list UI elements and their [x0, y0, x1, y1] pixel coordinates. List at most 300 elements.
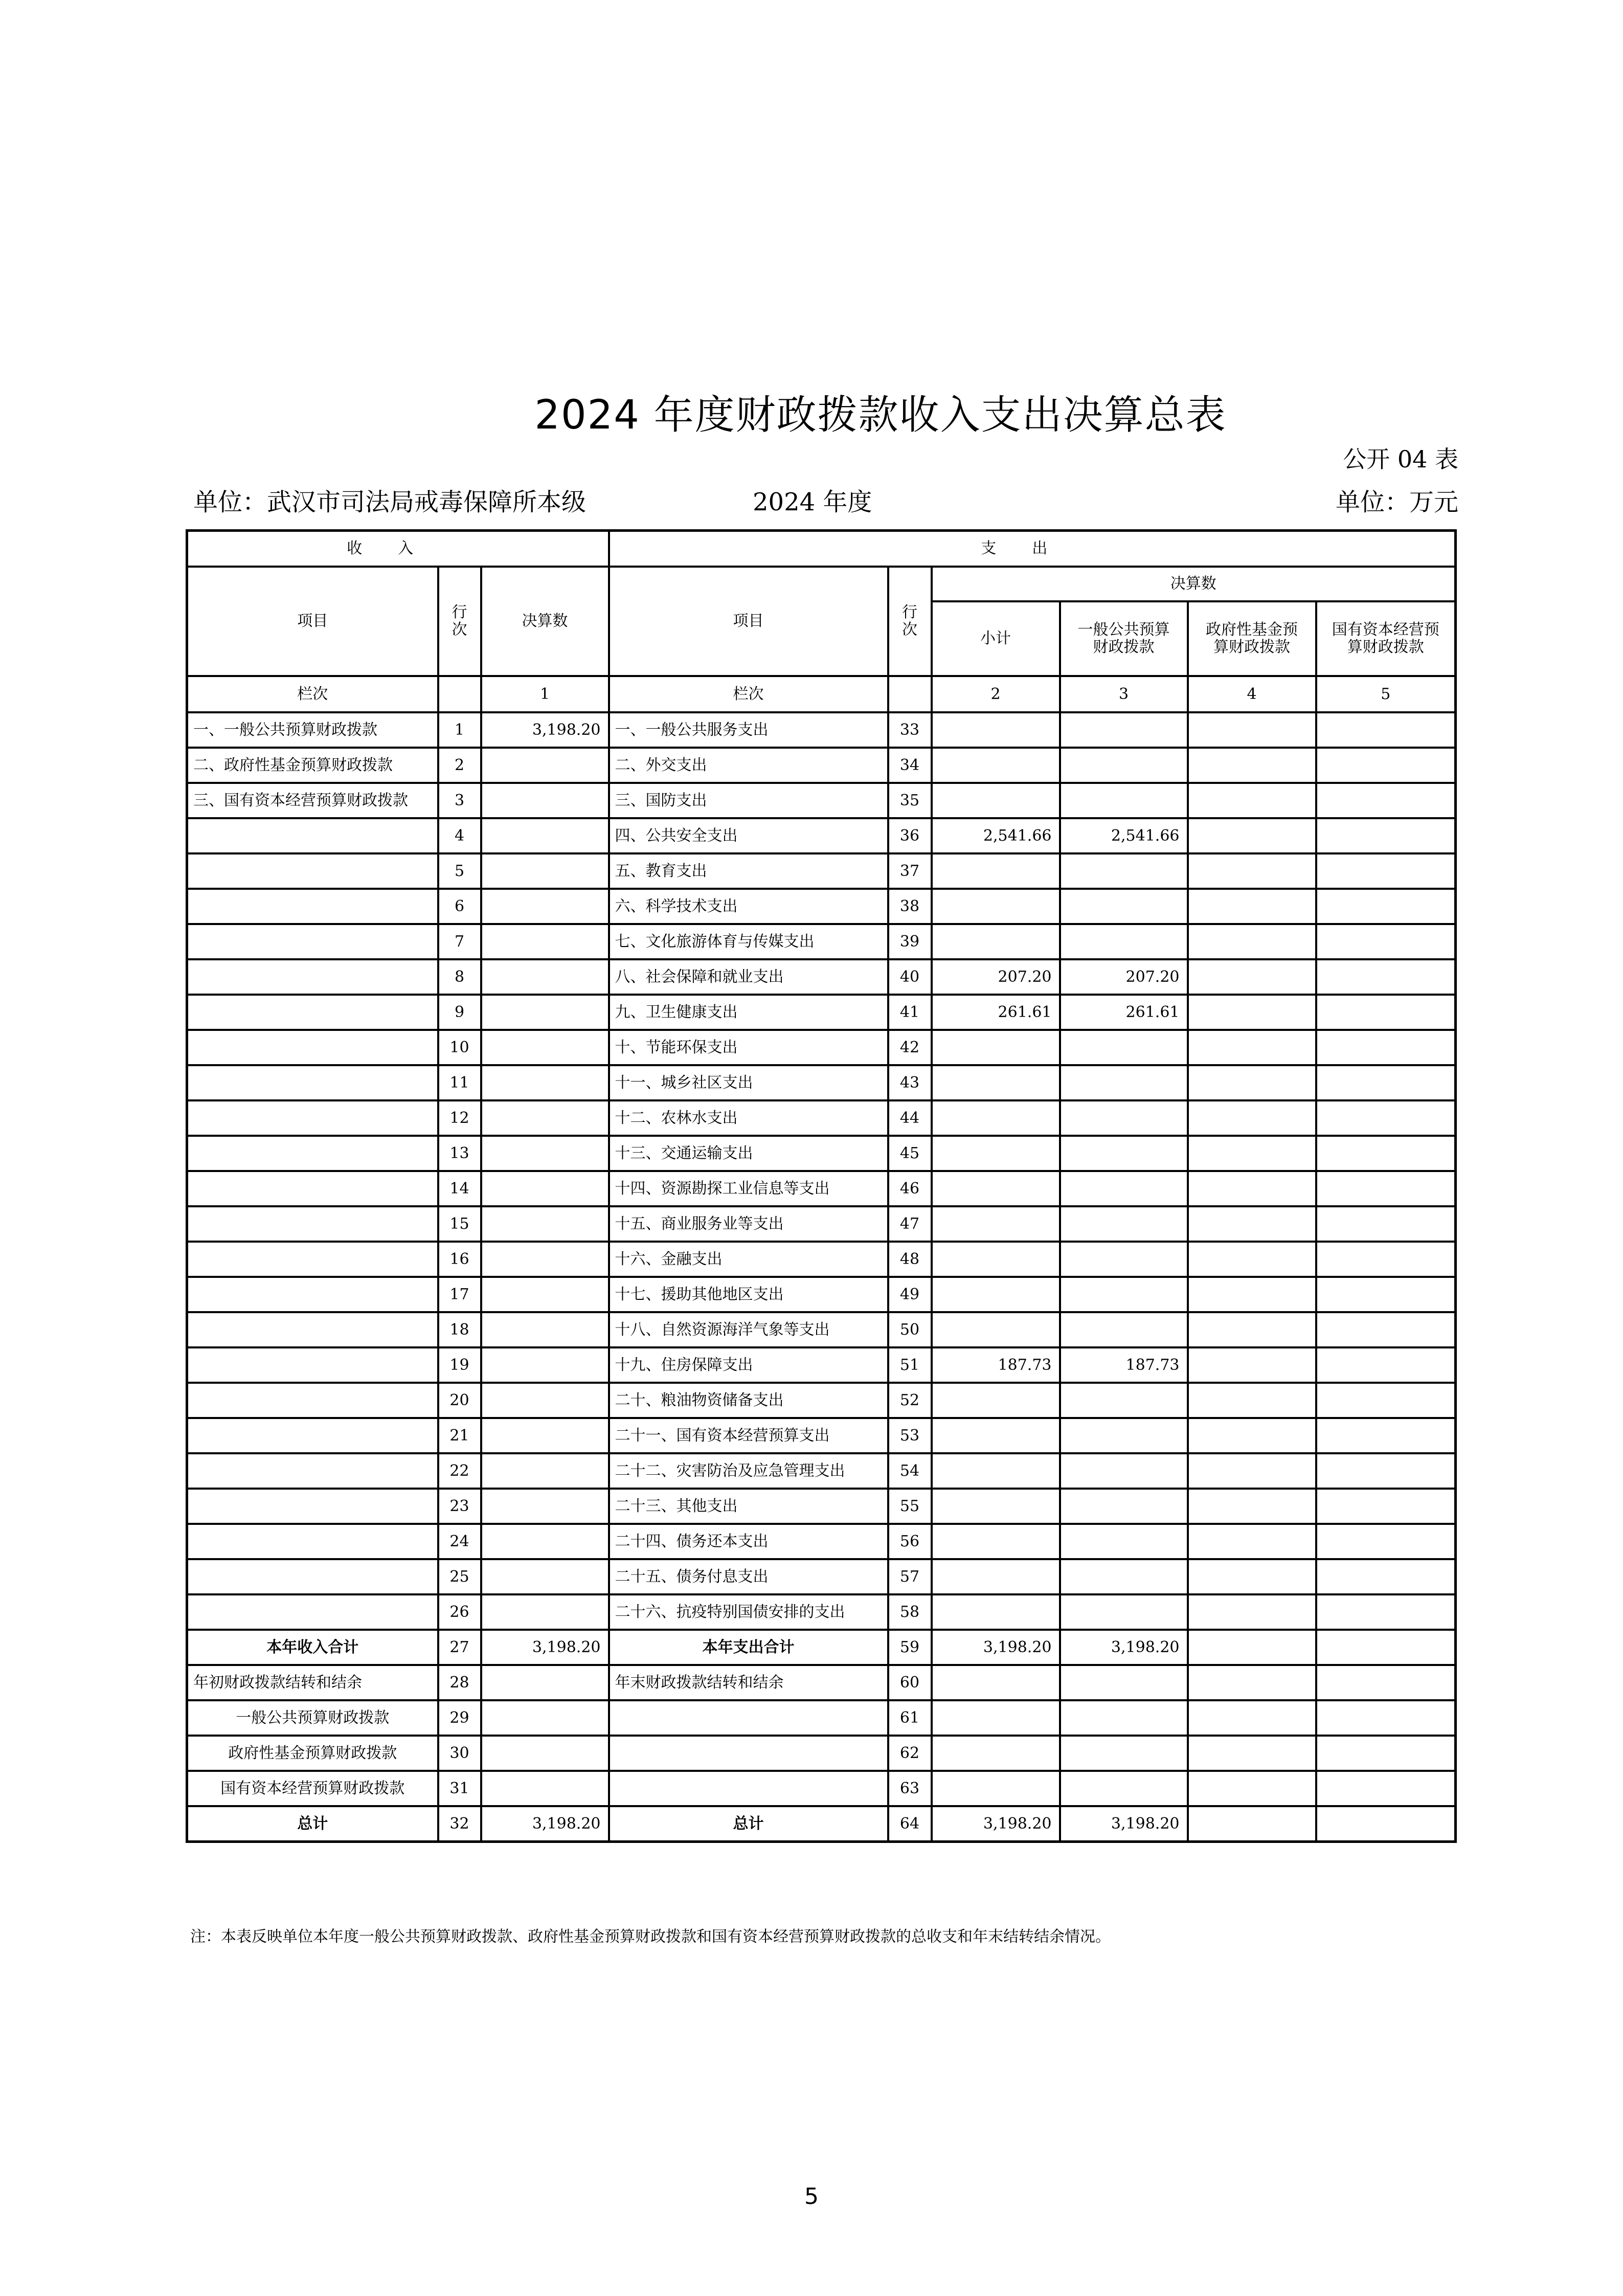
- income-row-no: 30: [438, 1736, 481, 1771]
- table-row: [187, 959, 1456, 995]
- income-row-no: 2: [438, 748, 481, 783]
- general-budget-header: 一般公共预算 财政拨款: [1060, 601, 1188, 676]
- income-amount: [481, 748, 609, 783]
- expense-item: [609, 1736, 888, 1771]
- expense-gov-fund: [1188, 889, 1316, 924]
- expense-item: 二十、粮油物资储备支出: [609, 1383, 888, 1418]
- expense-row-no: 40: [888, 959, 932, 995]
- table-row: [187, 889, 1456, 924]
- income-amount: 3,198.20: [481, 1806, 609, 1842]
- expense-state-capital: [1316, 1665, 1456, 1700]
- expense-general-budget: [1060, 1242, 1188, 1277]
- expense-subtotal: [932, 1771, 1060, 1806]
- expense-subtotal: [932, 1524, 1060, 1559]
- income-item: [187, 1136, 438, 1171]
- expense-state-capital: [1316, 748, 1456, 783]
- expense-row-no: 61: [888, 1700, 932, 1736]
- expense-subtotal: [932, 1100, 1060, 1136]
- expense-gov-fund: [1188, 1383, 1316, 1418]
- table-row: [187, 1453, 1456, 1489]
- income-item: 国有资本经营预算财政拨款: [187, 1771, 438, 1806]
- income-row-no: 15: [438, 1206, 481, 1242]
- expense-gov-fund: [1188, 1630, 1316, 1665]
- income-row-no: 21: [438, 1418, 481, 1453]
- column-index-4: 4: [1188, 676, 1316, 712]
- expense-item: 五、教育支出: [609, 853, 888, 889]
- expense-state-capital: [1316, 783, 1456, 818]
- expense-gov-fund: [1188, 1524, 1316, 1559]
- table-row: [187, 1347, 1456, 1383]
- table-row: [187, 1136, 1456, 1171]
- income-item: [187, 818, 438, 853]
- income-item: [187, 1418, 438, 1453]
- table-row: [187, 1489, 1456, 1524]
- income-item: 三、国有资本经营预算财政拨款: [187, 783, 438, 818]
- income-row-no: 31: [438, 1771, 481, 1806]
- table-row: [187, 1100, 1456, 1136]
- income-row-no: 8: [438, 959, 481, 995]
- expense-row-no: 42: [888, 1030, 932, 1065]
- expense-gov-fund: [1188, 783, 1316, 818]
- budget-summary-table: [186, 529, 1457, 1843]
- income-amount: [481, 1100, 609, 1136]
- expense-general-budget: [1060, 853, 1188, 889]
- expense-amount-header: 决算数: [932, 567, 1456, 601]
- expense-general-budget: 3,198.20: [1060, 1630, 1188, 1665]
- income-amount: [481, 1489, 609, 1524]
- table-row: [187, 995, 1456, 1030]
- expense-row-no: 60: [888, 1665, 932, 1700]
- expense-state-capital: [1316, 1030, 1456, 1065]
- expense-row-no: 48: [888, 1242, 932, 1277]
- expense-general-budget: [1060, 1136, 1188, 1171]
- expense-subtotal: 187.73: [932, 1347, 1060, 1383]
- expense-general-budget: [1060, 1312, 1188, 1347]
- table-row: [187, 1418, 1456, 1453]
- income-item: [187, 1065, 438, 1100]
- income-row-no: 26: [438, 1594, 481, 1630]
- expense-row-no: 43: [888, 1065, 932, 1100]
- expense-row-no: 39: [888, 924, 932, 959]
- income-item: [187, 1594, 438, 1630]
- total-row: [187, 1665, 1456, 1700]
- income-row-no: 29: [438, 1700, 481, 1736]
- income-row-no-header: 行 次: [438, 567, 481, 676]
- expense-state-capital: [1316, 1771, 1456, 1806]
- expense-subtotal: [932, 1418, 1060, 1453]
- expense-row-no: 46: [888, 1171, 932, 1206]
- expense-gov-fund: [1188, 1030, 1316, 1065]
- expense-gov-fund: [1188, 1806, 1316, 1842]
- expense-item: 二十二、灾害防治及应急管理支出: [609, 1453, 888, 1489]
- expense-row-no: 36: [888, 818, 932, 853]
- income-row-no: 32: [438, 1806, 481, 1842]
- column-index-label: 栏次: [187, 676, 438, 712]
- expense-general-budget: [1060, 1030, 1188, 1065]
- expense-subtotal: [932, 748, 1060, 783]
- subtotal-header: 小计: [932, 601, 1060, 676]
- income-amount: [481, 1383, 609, 1418]
- income-item: [187, 1383, 438, 1418]
- expense-item: 总计: [609, 1806, 888, 1842]
- header-group-row: [187, 531, 1456, 567]
- expense-item-header: 项目: [609, 567, 888, 676]
- column-index-1: 1: [481, 676, 609, 712]
- expense-state-capital: [1316, 853, 1456, 889]
- income-row-no: 24: [438, 1524, 481, 1559]
- income-amount: [481, 1347, 609, 1383]
- expense-item: 年末财政拨款结转和结余: [609, 1665, 888, 1700]
- expense-gov-fund: [1188, 1312, 1316, 1347]
- expense-gov-fund: [1188, 1700, 1316, 1736]
- income-item: [187, 1277, 438, 1312]
- table-row: [187, 1171, 1456, 1206]
- expense-subtotal: [932, 1453, 1060, 1489]
- expense-item: 二十六、抗疫特别国债安排的支出: [609, 1594, 888, 1630]
- income-amount: 3,198.20: [481, 712, 609, 748]
- income-item: [187, 853, 438, 889]
- expense-row-no: 54: [888, 1453, 932, 1489]
- table-row: [187, 1383, 1456, 1418]
- column-index-5: 5: [1316, 676, 1456, 712]
- column-index-label: 栏次: [609, 676, 888, 712]
- expense-state-capital: [1316, 1065, 1456, 1100]
- expense-general-budget: [1060, 1771, 1188, 1806]
- income-amount: [481, 1524, 609, 1559]
- expense-item: 十八、自然资源海洋气象等支出: [609, 1312, 888, 1347]
- income-amount: [481, 818, 609, 853]
- expense-item: 十七、援助其他地区支出: [609, 1277, 888, 1312]
- expense-subtotal: [932, 1489, 1060, 1524]
- expense-item: 二十一、国有资本经营预算支出: [609, 1418, 888, 1453]
- expense-item: 八、社会保障和就业支出: [609, 959, 888, 995]
- income-amount-header: 决算数: [481, 567, 609, 676]
- expense-item: 七、文化旅游体育与传媒支出: [609, 924, 888, 959]
- expense-subtotal: [932, 1065, 1060, 1100]
- expense-subtotal: [932, 1700, 1060, 1736]
- expense-gov-fund: [1188, 1453, 1316, 1489]
- income-amount: [481, 1242, 609, 1277]
- expense-general-budget: 261.61: [1060, 995, 1188, 1030]
- expense-state-capital: [1316, 995, 1456, 1030]
- expense-row-no: 37: [888, 853, 932, 889]
- expense-item: 二十五、债务付息支出: [609, 1559, 888, 1594]
- income-item: [187, 924, 438, 959]
- expense-gov-fund: [1188, 1136, 1316, 1171]
- expense-general-budget: [1060, 1383, 1188, 1418]
- expense-general-budget: [1060, 1489, 1188, 1524]
- expense-state-capital: [1316, 959, 1456, 995]
- income-item: [187, 1347, 438, 1383]
- expense-general-budget: [1060, 889, 1188, 924]
- expense-state-capital: [1316, 818, 1456, 853]
- expense-gov-fund: [1188, 1594, 1316, 1630]
- expense-subtotal: [932, 853, 1060, 889]
- income-item: [187, 1171, 438, 1206]
- expense-item: 本年支出合计: [609, 1630, 888, 1665]
- table-row: [187, 1206, 1456, 1242]
- expense-item: 十三、交通运输支出: [609, 1136, 888, 1171]
- income-row-no: 28: [438, 1665, 481, 1700]
- income-amount: [481, 1418, 609, 1453]
- expense-general-budget: [1060, 1594, 1188, 1630]
- expense-subtotal: [932, 1665, 1060, 1700]
- income-amount: [481, 995, 609, 1030]
- expense-gov-fund: [1188, 818, 1316, 853]
- income-item: [187, 959, 438, 995]
- expense-row-no: 38: [888, 889, 932, 924]
- income-amount: [481, 1171, 609, 1206]
- expense-subtotal: [932, 1594, 1060, 1630]
- table-row: [187, 924, 1456, 959]
- income-group-header: 收入: [187, 531, 609, 567]
- expense-gov-fund: [1188, 1100, 1316, 1136]
- expense-gov-fund: [1188, 1277, 1316, 1312]
- table-note: 注：本表反映单位本年度一般公共预算财政拨款、政府性基金预算财政拨款和国有资本经营预算财政拨款的总收支和年末结转结余情况。: [190, 1928, 1111, 1946]
- expense-general-budget: [1060, 1665, 1188, 1700]
- income-item: 总计: [187, 1806, 438, 1842]
- expense-general-budget: 187.73: [1060, 1347, 1188, 1383]
- expense-gov-fund: [1188, 712, 1316, 748]
- expense-gov-fund: [1188, 1347, 1316, 1383]
- income-row-no: 17: [438, 1277, 481, 1312]
- expense-subtotal: [932, 1277, 1060, 1312]
- total-row: [187, 1806, 1456, 1842]
- income-item: [187, 1524, 438, 1559]
- column-index-blank: [438, 676, 481, 712]
- income-row-no: 22: [438, 1453, 481, 1489]
- expense-subtotal: [932, 1171, 1060, 1206]
- expense-state-capital: [1316, 889, 1456, 924]
- expense-row-no: 35: [888, 783, 932, 818]
- income-amount: [481, 1065, 609, 1100]
- fiscal-year: 2024 年度: [753, 488, 872, 516]
- expense-state-capital: [1316, 712, 1456, 748]
- expense-row-no: 49: [888, 1277, 932, 1312]
- expense-subtotal: 261.61: [932, 995, 1060, 1030]
- expense-general-budget: [1060, 748, 1188, 783]
- expense-general-budget: [1060, 1418, 1188, 1453]
- expense-state-capital: [1316, 1806, 1456, 1842]
- expense-item: 四、公共安全支出: [609, 818, 888, 853]
- expense-gov-fund: [1188, 1736, 1316, 1771]
- table-row: [187, 1065, 1456, 1100]
- income-item: [187, 1206, 438, 1242]
- expense-subtotal: [932, 1030, 1060, 1065]
- income-row-no: 23: [438, 1489, 481, 1524]
- income-row-no: 10: [438, 1030, 481, 1065]
- expense-subtotal: [932, 1136, 1060, 1171]
- expense-state-capital: [1316, 1630, 1456, 1665]
- expense-subtotal: [932, 1736, 1060, 1771]
- income-item: [187, 1242, 438, 1277]
- expense-gov-fund: [1188, 1418, 1316, 1453]
- expense-general-budget: 2,541.66: [1060, 818, 1188, 853]
- expense-subtotal: [932, 889, 1060, 924]
- expense-item: 十、节能环保支出: [609, 1030, 888, 1065]
- expense-item: 三、国防支出: [609, 783, 888, 818]
- expense-gov-fund: [1188, 1771, 1316, 1806]
- column-index-row: [187, 676, 1456, 712]
- expense-subtotal: 3,198.20: [932, 1630, 1060, 1665]
- expense-item: 九、卫生健康支出: [609, 995, 888, 1030]
- income-item: [187, 995, 438, 1030]
- expense-row-no-header: 行 次: [888, 567, 932, 676]
- expense-item: 十九、住房保障支出: [609, 1347, 888, 1383]
- expense-general-budget: [1060, 1453, 1188, 1489]
- income-row-no: 18: [438, 1312, 481, 1347]
- expense-general-budget: [1060, 712, 1188, 748]
- expense-subtotal: [932, 712, 1060, 748]
- expense-state-capital: [1316, 1136, 1456, 1171]
- expense-subtotal: 207.20: [932, 959, 1060, 995]
- income-item: 本年收入合计: [187, 1630, 438, 1665]
- total-row: [187, 1736, 1456, 1771]
- expense-subtotal: [932, 1312, 1060, 1347]
- table-row: [187, 1559, 1456, 1594]
- expense-item: 一、一般公共服务支出: [609, 712, 888, 748]
- income-row-no: 12: [438, 1100, 481, 1136]
- table-row: [187, 853, 1456, 889]
- expense-row-no: 45: [888, 1136, 932, 1171]
- expense-general-budget: [1060, 1206, 1188, 1242]
- expense-item: 六、科学技术支出: [609, 889, 888, 924]
- income-amount: [481, 853, 609, 889]
- table-row: [187, 1277, 1456, 1312]
- expense-general-budget: [1060, 1736, 1188, 1771]
- page-number: 5: [804, 2184, 819, 2210]
- table-row: [187, 1594, 1456, 1630]
- income-item: [187, 1312, 438, 1347]
- expense-item: 十六、金融支出: [609, 1242, 888, 1277]
- expense-gov-fund: [1188, 853, 1316, 889]
- expense-item: 二、外交支出: [609, 748, 888, 783]
- income-row-no: 5: [438, 853, 481, 889]
- expense-state-capital: [1316, 1524, 1456, 1559]
- expense-general-budget: [1060, 783, 1188, 818]
- income-row-no: 13: [438, 1136, 481, 1171]
- gov-fund-header: 政府性基金预 算财政拨款: [1188, 601, 1316, 676]
- income-amount: [481, 1453, 609, 1489]
- expense-state-capital: [1316, 1559, 1456, 1594]
- expense-general-budget: [1060, 1065, 1188, 1100]
- income-item: [187, 1453, 438, 1489]
- expense-subtotal: [932, 783, 1060, 818]
- total-row: [187, 1771, 1456, 1806]
- expense-row-no: 51: [888, 1347, 932, 1383]
- expense-state-capital: [1316, 1594, 1456, 1630]
- expense-gov-fund: [1188, 959, 1316, 995]
- income-row-no: 11: [438, 1065, 481, 1100]
- expense-subtotal: [932, 1206, 1060, 1242]
- income-item: [187, 1030, 438, 1065]
- expense-general-budget: [1060, 1559, 1188, 1594]
- expense-state-capital: [1316, 1277, 1456, 1312]
- income-amount: [481, 1136, 609, 1171]
- expense-gov-fund: [1188, 1665, 1316, 1700]
- expense-general-budget: 3,198.20: [1060, 1806, 1188, 1842]
- header-row: [187, 567, 1456, 601]
- income-amount: [481, 889, 609, 924]
- expense-group-header: 支出: [609, 531, 1456, 567]
- expense-subtotal: [932, 1242, 1060, 1277]
- income-amount: [481, 959, 609, 995]
- total-row: [187, 1630, 1456, 1665]
- expense-state-capital: [1316, 1206, 1456, 1242]
- column-index-2: 2: [932, 676, 1060, 712]
- expense-row-no: 53: [888, 1418, 932, 1453]
- expense-gov-fund: [1188, 1206, 1316, 1242]
- expense-gov-fund: [1188, 1489, 1316, 1524]
- expense-general-budget: [1060, 924, 1188, 959]
- currency-unit: 单位：万元: [1335, 488, 1458, 516]
- income-amount: [481, 1736, 609, 1771]
- income-item: 年初财政拨款结转和结余: [187, 1665, 438, 1700]
- income-row-no: 9: [438, 995, 481, 1030]
- income-row-no: 7: [438, 924, 481, 959]
- expense-row-no: 34: [888, 748, 932, 783]
- income-item: [187, 1489, 438, 1524]
- expense-gov-fund: [1188, 1559, 1316, 1594]
- expense-row-no: 50: [888, 1312, 932, 1347]
- income-amount: [481, 1030, 609, 1065]
- income-amount: [481, 783, 609, 818]
- income-amount: [481, 1277, 609, 1312]
- expense-row-no: 52: [888, 1383, 932, 1418]
- expense-state-capital: [1316, 1100, 1456, 1136]
- income-amount: [481, 1771, 609, 1806]
- income-item: 政府性基金预算财政拨款: [187, 1736, 438, 1771]
- expense-item: 十五、商业服务业等支出: [609, 1206, 888, 1242]
- expense-row-no: 63: [888, 1771, 932, 1806]
- expense-row-no: 41: [888, 995, 932, 1030]
- total-row: [187, 1700, 1456, 1736]
- income-row-no: 25: [438, 1559, 481, 1594]
- income-item: 二、政府性基金预算财政拨款: [187, 748, 438, 783]
- expense-subtotal: [932, 1559, 1060, 1594]
- expense-state-capital: [1316, 1736, 1456, 1771]
- income-amount: [481, 924, 609, 959]
- table-code: 公开 04 表: [1343, 445, 1458, 473]
- income-row-no: 4: [438, 818, 481, 853]
- table-row: [187, 818, 1456, 853]
- income-amount: [481, 1206, 609, 1242]
- expense-state-capital: [1316, 924, 1456, 959]
- expense-row-no: 59: [888, 1630, 932, 1665]
- expense-state-capital: [1316, 1700, 1456, 1736]
- income-row-no: 3: [438, 783, 481, 818]
- expense-subtotal: 3,198.20: [932, 1806, 1060, 1842]
- expense-general-budget: 207.20: [1060, 959, 1188, 995]
- income-amount: [481, 1594, 609, 1630]
- table-row: [187, 1030, 1456, 1065]
- expense-state-capital: [1316, 1453, 1456, 1489]
- expense-item: [609, 1771, 888, 1806]
- expense-state-capital: [1316, 1242, 1456, 1277]
- column-index-3: 3: [1060, 676, 1188, 712]
- table-row: [187, 1242, 1456, 1277]
- expense-gov-fund: [1188, 1242, 1316, 1277]
- expense-subtotal: [932, 1383, 1060, 1418]
- page-title: 2024 年度财政拨款收入支出决算总表: [534, 392, 1227, 438]
- expense-item: 十四、资源勘探工业信息等支出: [609, 1171, 888, 1206]
- expense-state-capital: [1316, 1489, 1456, 1524]
- income-row-no: 16: [438, 1242, 481, 1277]
- column-index-blank: [888, 676, 932, 712]
- table-row: [187, 748, 1456, 783]
- income-row-no: 19: [438, 1347, 481, 1383]
- expense-general-budget: [1060, 1100, 1188, 1136]
